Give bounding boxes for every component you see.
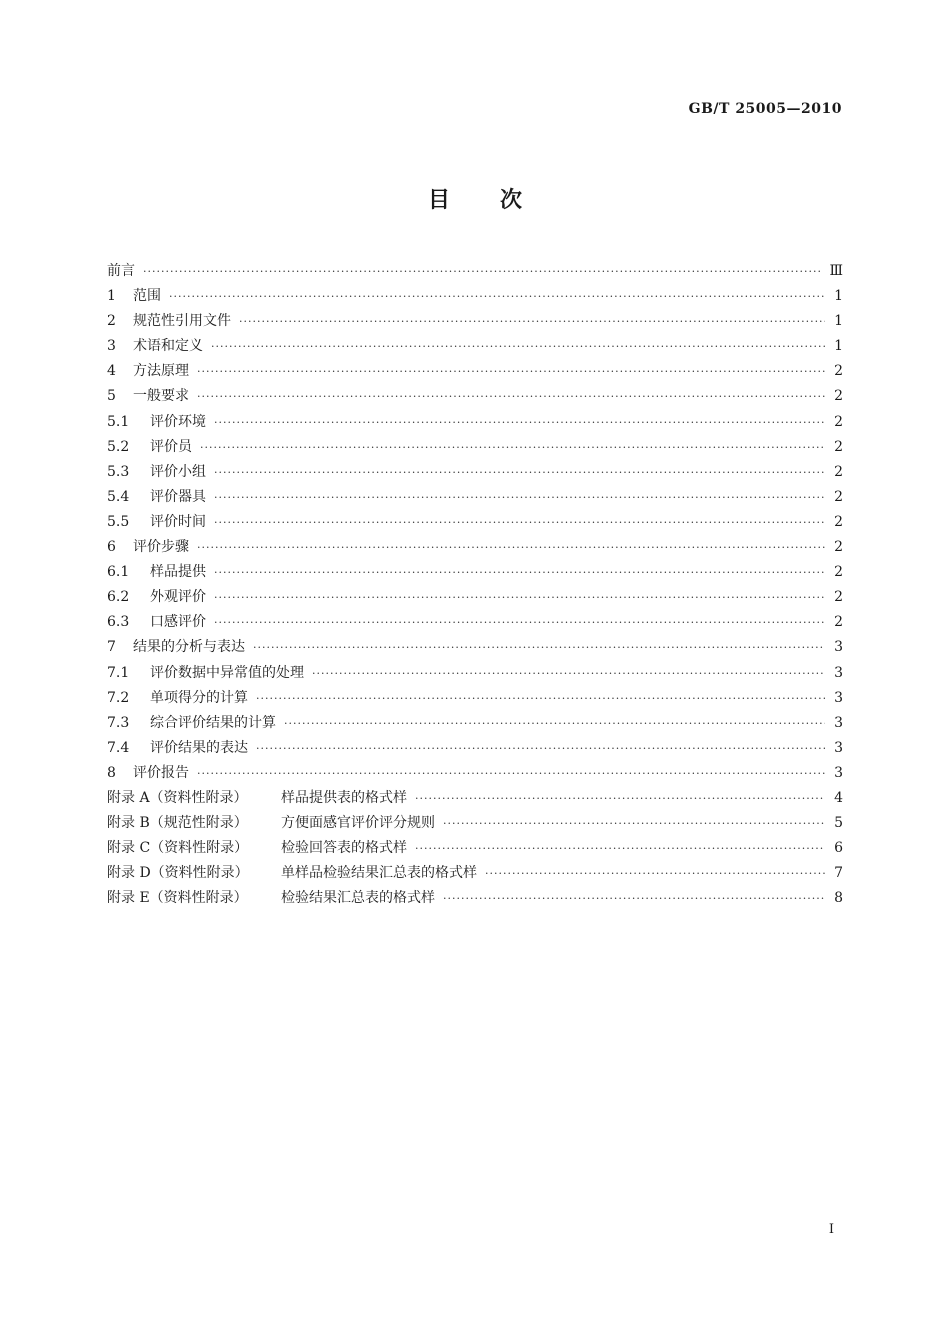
toc-entry-number: 2 [107,313,116,330]
toc-entry-number: 4 [107,363,116,380]
toc-leader-dots [443,886,825,911]
toc-entry[interactable] [107,334,843,359]
toc-entry[interactable] [107,761,843,786]
toc-entry-page: 2 [834,589,843,606]
toc-entry-number: 5.4 [107,488,130,505]
toc-entry-number: 5.3 [107,463,130,480]
toc-entry[interactable] [107,510,843,535]
toc-entry-number: 5 [107,388,116,405]
toc-entry-number: 6.1 [107,564,130,581]
toc-entry[interactable] [107,610,843,635]
toc-entry-label: 检验回答表的格式样 [281,840,407,857]
toc-leader-dots [214,460,825,485]
toc-leader-dots [197,359,825,384]
toc-entry-number: 7.3 [107,714,130,731]
toc-entry-label: 方便面感官评价评分规则 [281,815,435,832]
toc-entry-number: 7 [107,639,116,656]
toc-entry[interactable] [107,686,843,711]
toc-entry-page: 3 [834,714,843,731]
toc-entry[interactable] [107,535,843,560]
toc-leader-dots [253,635,825,660]
toc-entry-page: 5 [834,815,843,832]
toc-leader-dots [415,786,825,811]
toc-entry[interactable] [107,711,843,736]
toc-entry-number: 附录 E（资料性附录） [107,890,248,907]
toc-entry-label: 样品提供表的格式样 [281,789,407,806]
toc-entry-number: 1 [107,288,116,305]
toc-entry-number: 7.2 [107,689,130,706]
toc-entry-page: 3 [834,739,843,756]
toc-entry-number: 附录 B（规范性附录） [107,815,248,832]
toc-entry-number: 附录 C（资料性附录） [107,840,249,857]
toc-entry-number: 8 [107,764,116,781]
toc-leader-dots [256,736,825,761]
toc-leader-dots [197,384,825,409]
toc-entry-label: 评价结果的表达 [150,739,248,756]
toc-entry-page: 2 [834,463,843,480]
toc-leader-dots [197,535,825,560]
toc-title-char-2: 次 [500,188,523,213]
toc-entry-page: 2 [834,614,843,631]
toc-entry[interactable] [107,359,843,384]
toc-entry[interactable] [107,309,843,334]
toc-entry-label: 评价器具 [150,488,206,505]
toc-entry-label: 单样品检验结果汇总表的格式样 [281,865,477,882]
toc-leader-dots [312,661,825,686]
toc-leader-dots [485,861,825,886]
toc-entry[interactable] [107,410,843,435]
toc-entry-page: 8 [834,890,843,907]
toc-entry-label: 前言 [107,263,135,279]
toc-entry-label: 评价环境 [150,413,206,430]
toc-entry-label: 口感评价 [150,614,206,631]
toc-entry-page: Ⅲ [829,263,843,279]
toc-leader-dots [169,284,825,309]
toc-leader-dots [143,259,821,284]
toc-entry-number: 6.2 [107,589,130,606]
toc-entry-label: 一般要求 [133,388,189,405]
toc-entry-label: 评价员 [150,438,192,455]
toc-entry-page: 1 [834,338,843,355]
toc-entry[interactable] [107,485,843,510]
toc-entry-number: 5.5 [107,513,130,530]
toc-entry-page: 4 [834,789,843,806]
toc-title-char-1: 目 [427,188,450,213]
toc-entry-page: 1 [834,313,843,330]
toc-entry[interactable] [107,259,843,284]
toc-entry[interactable] [107,661,843,686]
toc-entry-page: 2 [834,564,843,581]
toc-entry-label: 评价步骤 [133,539,189,556]
toc-entry-label: 单项得分的计算 [150,689,248,706]
toc-leader-dots [197,761,825,786]
toc-entry-page: 2 [834,488,843,505]
toc-entry-label: 评价小组 [150,463,206,480]
toc-entry-page: 2 [834,513,843,530]
toc-entry-label: 检验结果汇总表的格式样 [281,890,435,907]
toc-leader-dots [214,485,825,510]
toc-entry-label: 外观评价 [150,589,206,606]
toc-leader-dots [415,836,825,861]
toc-leader-dots [214,585,825,610]
toc-entry-label: 样品提供 [150,564,206,581]
toc-entry-number: 7.1 [107,664,130,681]
toc-leader-dots [214,610,825,635]
toc-entry[interactable] [107,460,843,485]
toc-entry-number: 5.1 [107,413,130,430]
toc-entry[interactable] [107,284,843,309]
toc-entry-label: 范围 [133,288,161,305]
toc-entry-page: 1 [834,288,843,305]
page-number: I [828,1222,834,1237]
table-of-contents [107,259,843,911]
toc-entry-label: 规范性引用文件 [133,313,231,330]
standard-code: GB/T 25005—2010 [688,101,842,117]
toc-entry-page: 6 [834,840,843,857]
toc-entry-page: 3 [834,664,843,681]
toc-entry-number: 附录 A（资料性附录） [107,789,248,806]
toc-leader-dots [214,510,825,535]
toc-entry[interactable] [107,861,843,886]
toc-leader-dots [443,811,825,836]
toc-entry[interactable] [107,836,843,861]
toc-leader-dots [211,334,825,359]
toc-entry-page: 3 [834,639,843,656]
toc-entry-page: 2 [834,388,843,405]
toc-entry-label: 结果的分析与表达 [133,639,245,656]
toc-entry[interactable] [107,886,843,911]
toc-leader-dots [200,435,825,460]
toc-entry-number: 6 [107,539,116,556]
toc-entry-page: 3 [834,764,843,781]
toc-entry-page: 2 [834,438,843,455]
toc-entry-number: 7.4 [107,739,130,756]
toc-entry[interactable] [107,635,843,660]
toc-entry-page: 3 [834,689,843,706]
toc-entry-label: 评价时间 [150,513,206,530]
toc-leader-dots [214,410,825,435]
toc-entry-label: 方法原理 [133,363,189,380]
toc-entry[interactable] [107,585,843,610]
toc-entry-page: 2 [834,539,843,556]
toc-entry-number: 5.2 [107,438,130,455]
toc-title [0,183,950,214]
toc-entry-label: 评价数据中异常值的处理 [150,664,304,681]
toc-leader-dots [239,309,825,334]
toc-entry-label: 术语和定义 [133,338,203,355]
toc-entry-label: 综合评价结果的计算 [150,714,276,731]
toc-entry-page: 7 [834,865,843,882]
toc-entry-page: 2 [834,413,843,430]
toc-entry[interactable] [107,736,843,761]
toc-leader-dots [256,686,825,711]
toc-leader-dots [214,560,825,585]
toc-entry-number: 附录 D（资料性附录） [107,865,249,882]
toc-entry-label: 评价报告 [133,764,189,781]
toc-entry-page: 2 [834,363,843,380]
toc-entry[interactable] [107,384,843,409]
toc-entry-number: 3 [107,338,116,355]
toc-entry-number: 6.3 [107,614,130,631]
toc-entry[interactable] [107,560,843,585]
toc-entry[interactable] [107,786,843,811]
toc-entry[interactable] [107,811,843,836]
toc-entry[interactable] [107,435,843,460]
toc-leader-dots [284,711,825,736]
